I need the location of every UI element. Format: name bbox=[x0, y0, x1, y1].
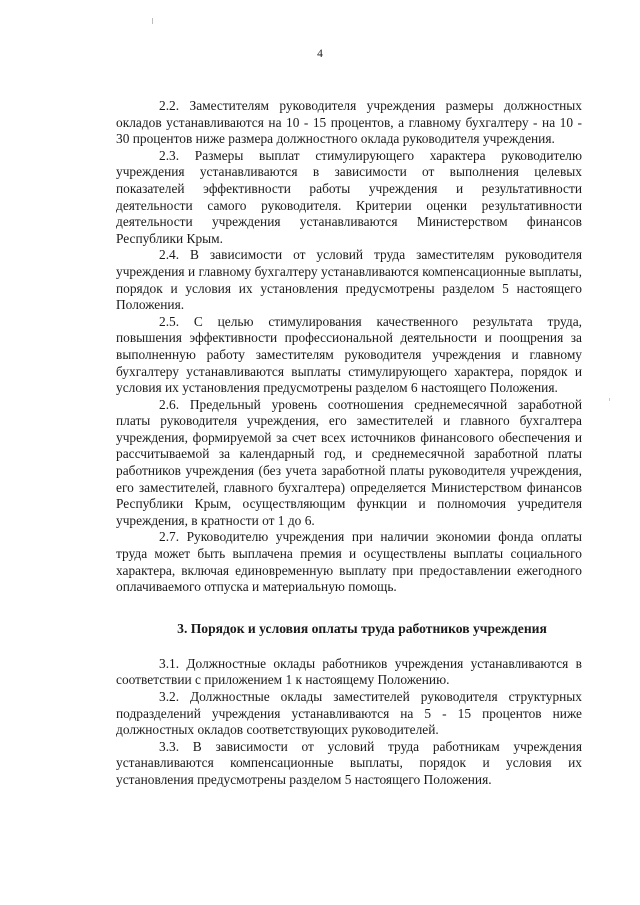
paragraph-2-3: 2.3. Размеры выплат стимулирующего характера руководителю учреждения устанавливаются в зависимости от выполнения целевых показателей эффективности работы учреждения и результативности деятельности самого руководителя. Критерии оценки результативности деятельности учреждения устанавливаются Министерством финансов Республики Крым. bbox=[116, 147, 582, 246]
document-body bbox=[116, 98, 582, 789]
scan-artifact-mark bbox=[152, 18, 153, 24]
paragraph-3-1: 3.1. Должностные оклады работников учреждения устанавливаются в соответствии с приложением 1 к настоящему Положению. bbox=[116, 655, 582, 688]
paragraph-3-2: 3.2. Должностные оклады заместителей руководителя структурных подразделений учреждения устанавливаются на 5 - 15 процентов ниже должностных окладов соответствующих руководителей. bbox=[116, 689, 582, 738]
section-heading: 3. Порядок и условия оплаты труда работников учреждения bbox=[177, 620, 547, 636]
paragraph-2-2: 2.2. Заместителям руководителя учреждения размеры должностных окладов устанавливаются на 10 - 15 процентов, а главному бухгалтеру - на 10 - 30 процентов ниже размера должностного оклада руководителя учреждения. bbox=[116, 98, 582, 147]
paragraph-2-4: 2.4. В зависимости от условий труда заместителям руководителя учреждения и главному бухгалтеру устанавливаются компенсационные выплаты, порядок и условия их установления предусмотрены разделом 5 настоящего Положения. bbox=[116, 247, 582, 313]
paragraph-3-3: 3.3. В зависимости от условий труда работникам учреждения устанавливаются компенсационные выплаты, порядок и условия их установления предусмотрены разделом 5 настоящего Положения. bbox=[116, 738, 582, 787]
page-number: 4 bbox=[317, 48, 323, 60]
paragraph-2-6: 2.6. Предельный уровень соотношения среднемесячной заработной платы руководителя учреждения, его заместителей и главного бухгалтера учреждения, формируемой за счет всех источников финансового обеспечения и рассчитываемой за календарный год, и среднемесячной заработной платы работников учреждения (без учета заработной платы руководителя учреждения, его заместителей, главного бухгалтера) определяется Министерством финансов Республики Крым, осуществляющим функции и полномочия учредителя учреждения, в кратности от 1 до 6. bbox=[116, 396, 582, 528]
scan-artifact-mark bbox=[609, 398, 610, 401]
paragraph-2-5: 2.5. С целью стимулирования качественного результата труда, повышения эффективности профессиональной деятельности и поощрения за выполненную работу заместителям руководителя учреждения и главному бухгалтеру устанавливаются выплаты стимулирующего характера, порядок и условия их установления предусмотрены разделом 6 настоящего Положения. bbox=[116, 313, 582, 396]
paragraph-2-7: 2.7. Руководителю учреждения при наличии экономии фонда оплаты труда может быть выплачена премия и осуществлены выплаты социального характера, включая единовременную выплату при предоставлении ежегодного оплачиваемого отпуска и материальную помощь. bbox=[116, 529, 582, 595]
